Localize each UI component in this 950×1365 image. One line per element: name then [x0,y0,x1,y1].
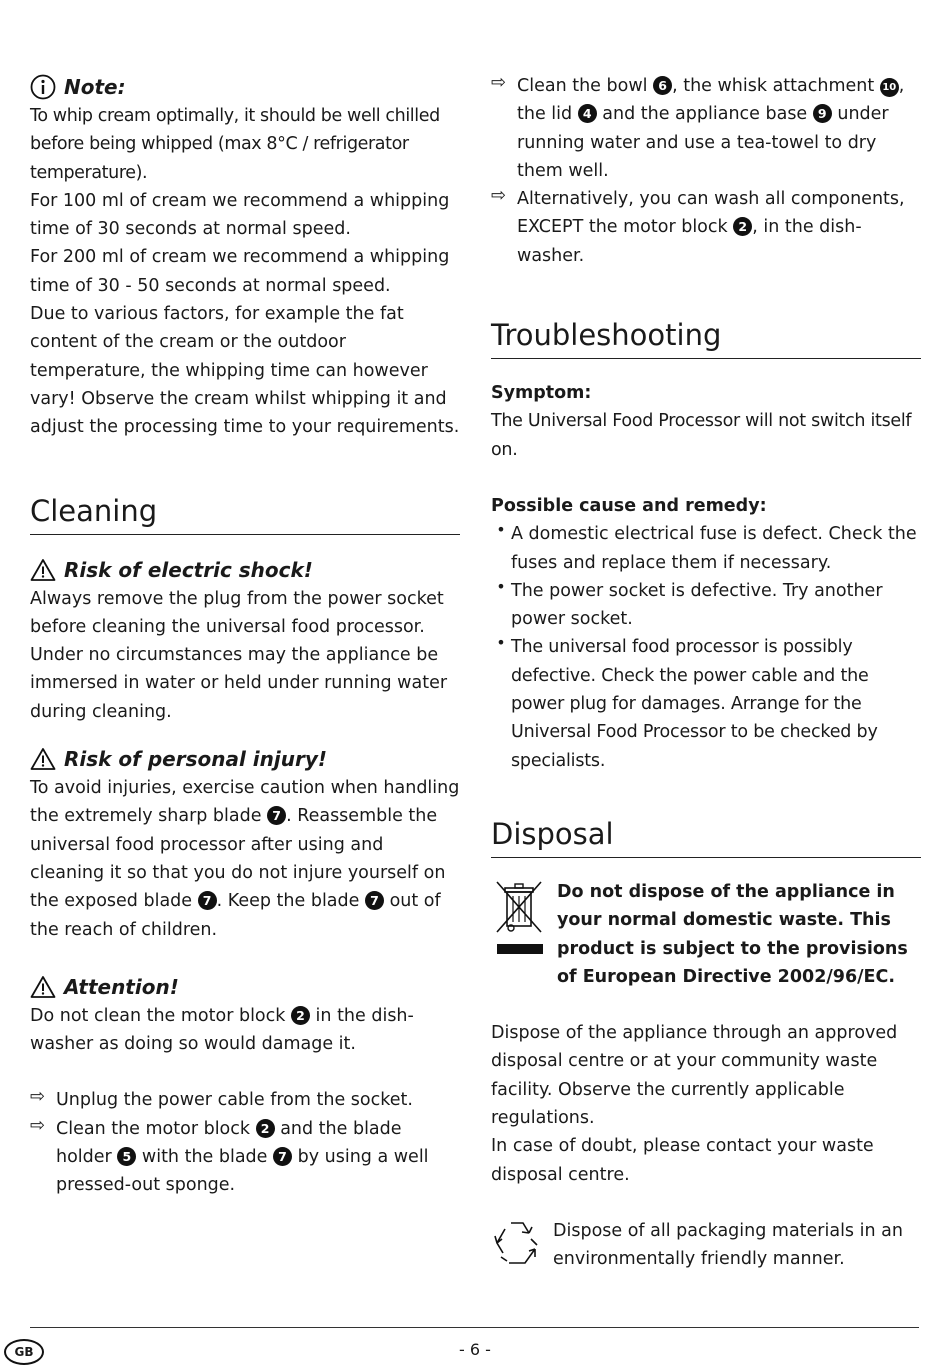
part-number-badge: 7 [365,891,384,910]
part-number-badge: 7 [267,806,286,825]
disposal-text: Dispose of the appliance through an approved disposal centre or at your community waste facility. Observe the currently applicable regulations. [491,1023,898,1129]
warning-triangle-icon [30,747,56,771]
note-title: Note: [64,75,126,99]
injury-text-d: out of the reach of children. [30,891,441,940]
shock-text: Always remove the plug from the power socket before cleaning the universal food processor. Under no circumstances may the appliance be immersed in water or held under running water during cleaning. [30,588,448,722]
bullet-icon: • [496,520,506,540]
part-number-badge: 2 [733,217,752,236]
warning-triangle-icon [30,975,56,999]
list-item [491,520,921,577]
cause-text: The power socket is defective. Try another power socket. [511,580,883,630]
arrow-right-icon: ⇨ [30,1086,46,1108]
step4-text-b: , in the dish-washer. [517,217,862,266]
injury-title: Risk of personal injury! [64,747,327,772]
step-clean-motor-text [56,1115,460,1200]
part-number-badge: 5 [117,1147,136,1166]
step-clean-bowl-text [517,72,921,185]
attention-text-a: Do not clean the motor block [30,1005,286,1026]
step-dishwasher-text [517,185,921,270]
left-column [30,72,460,1200]
page-number: - 6 - [459,1340,491,1359]
arrow-right-icon: ⇨ [30,1114,46,1136]
footer-divider [30,1327,919,1328]
shock-heading [30,555,460,585]
packaging-block [491,1217,921,1275]
note-heading [30,72,460,102]
attention-text [30,1002,460,1059]
injury-text-a: To avoid injuries, exercise caution when handling the extremely sharp blade [30,778,460,827]
note-line-4: Due to various factors, for example the fat content of the cream or the outdoor temperature, the whipping time can however vary! Observe the cream whilst whipping it and adjust the processing time to your requirements. [30,304,460,438]
part-number-badge: 2 [291,1006,310,1025]
info-icon [30,74,56,100]
bullet-icon: • [496,633,506,653]
injury-text [30,774,460,944]
step2-text-b: and the blade holder [56,1118,402,1168]
step-unplug-text: Unplug the power cable from the socket. [56,1090,413,1111]
step4-text-a: Alternatively, you can wash all components, EXCEPT the motor block [517,189,905,238]
step-dishwasher [491,185,921,270]
part-number-badge: 4 [578,104,597,123]
step3-text-e: under running water and use a tea-towel to dry them well. [517,104,889,181]
part-number-badge: 7 [198,891,217,910]
warning-triangle-icon [30,558,56,582]
arrow-right-icon: ⇨ [491,72,507,93]
part-number-badge: 10 [880,78,899,97]
part-number-badge: 7 [273,1147,292,1166]
note-line-3: For 200 ml of cream we recommend a whipping time of 30 - 50 seconds at normal speed. [30,247,450,296]
part-number-badge: 6 [653,76,672,95]
attention-title: Attention! [64,974,179,999]
disposal-title: Disposal [491,815,921,858]
attention-text-b: in the dish-washer as doing so would damage it. [30,1005,414,1055]
shock-title: Risk of electric shock! [64,557,313,582]
step-clean-bowl [491,72,921,185]
attention-heading [30,972,460,1002]
note-line-2: For 100 ml of cream we recommend a whipping time of 30 seconds at normal speed. [30,190,450,240]
symptom-text: The Universal Food Processor will not switch itself on. [491,411,912,460]
weee-block [491,878,921,991]
cause-label: Possible cause and remedy: [491,495,767,516]
recycling-icon [491,1217,543,1271]
language-badge: GB [4,1339,44,1365]
list-item [491,633,921,774]
step-clean-motor [30,1115,460,1200]
weee-text: Do not dispose of the appliance in your normal domestic waste. This product is subject to the provisions of European Directive 2002/96/EC. [557,881,908,987]
step3-text-d: and the appliance base [602,104,808,125]
injury-text-b: . Reassemble the universal food processor after using and cleaning it so that you do not injure yourself on the exposed blade [30,806,446,912]
crossed-out-bin-icon [491,878,547,958]
arrow-right-icon: ⇨ [491,185,507,207]
part-number-badge: 2 [256,1119,275,1138]
step3-text-c: , the lid [517,76,905,125]
injury-text-c: . Keep the blade [216,891,360,912]
step-unplug [30,1086,460,1114]
step3-text-a: Clean the bowl [517,76,648,96]
step3-text-b: , the whisk attachment [672,76,875,96]
step2-text-a: Clean the motor block [56,1118,251,1139]
part-number-badge: 9 [813,104,832,123]
symptom-label: Symptom: [491,383,592,404]
cleaning-title: Cleaning [30,492,460,535]
cause-text: A domestic electrical fuse is defect. Check the fuses and replace them if necessary. [511,524,917,573]
packaging-text: Dispose of all packaging materials in an environmentally friendly manner. [553,1220,903,1270]
bullet-icon: • [496,576,506,596]
right-column [491,72,921,1275]
step2-text-d: by using a well pressed-out sponge. [56,1147,429,1196]
troubleshooting-title: Troubleshooting [491,316,921,359]
doubt-text: In case of doubt, please contact your waste disposal centre. [491,1136,874,1185]
cause-text: The universal food processor is possibly defective. Check the power cable and the power plug for damages. Arrange for the Universal Food Processor to be checked by specialists. [511,637,878,771]
note-line-1: To whip cream optimally, it should be well chilled before being whipped (max 8°C / refrigerator temperature). [30,106,440,183]
list-item [491,577,921,634]
injury-heading [30,744,460,774]
step2-text-c: with the blade [141,1147,268,1168]
